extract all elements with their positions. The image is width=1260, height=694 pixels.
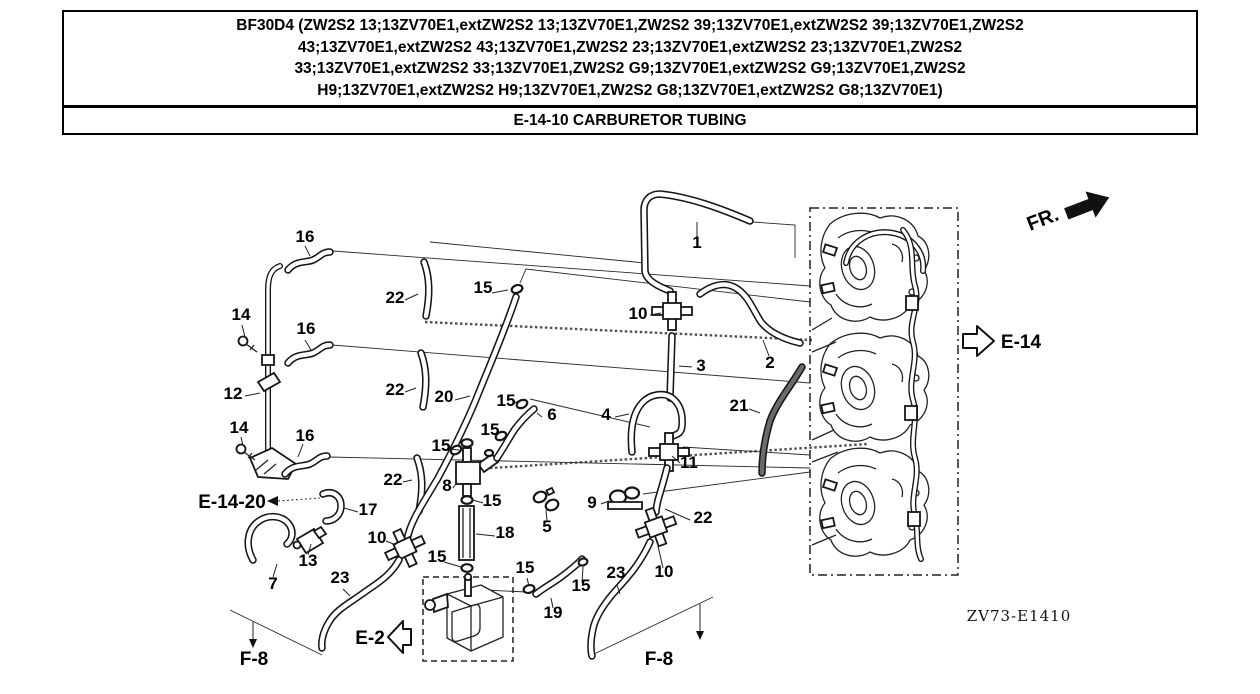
label-tick bbox=[679, 366, 692, 367]
label-tick bbox=[473, 500, 483, 503]
tube-12-assembly bbox=[250, 266, 296, 479]
reference-label-f-8[interactable]: F-8 bbox=[239, 649, 269, 670]
label-tick bbox=[405, 294, 418, 300]
header-line: H9;13ZV70E1,extZW2S2 H9;13ZV70E1,ZW2S2 G8;13ZV70E1,extZW2S2 G8;13ZV70E1) bbox=[317, 81, 943, 99]
tee-joint-10-left bbox=[379, 522, 431, 573]
part-number-label-16: 16 bbox=[295, 426, 315, 445]
part-number-label-18: 18 bbox=[495, 523, 515, 542]
hose-21 bbox=[762, 367, 802, 473]
label-tick bbox=[343, 589, 350, 596]
fr-orientation-arrow bbox=[1024, 184, 1114, 241]
label-tick bbox=[242, 325, 245, 337]
part-number-label-11: 11 bbox=[680, 453, 698, 472]
part-number-label-15: 15 bbox=[427, 547, 447, 566]
tee-joint-10-top bbox=[652, 292, 692, 330]
section-title: E-14-10 CARBURETOR TUBING bbox=[62, 106, 1198, 135]
label-tick bbox=[405, 388, 416, 392]
fuel-pump-assembly bbox=[423, 574, 513, 661]
part-number-label-15: 15 bbox=[473, 278, 493, 297]
reference-label-e-14[interactable]: E-14 bbox=[1000, 332, 1042, 353]
part-number-label-9: 9 bbox=[587, 493, 597, 512]
part-number-label-13: 13 bbox=[298, 551, 318, 570]
reference-label-f-8[interactable]: F-8 bbox=[644, 649, 674, 670]
part-number-label-1: 1 bbox=[692, 233, 702, 252]
part-number-label-12: 12 bbox=[223, 384, 243, 403]
part-number-label-15: 15 bbox=[496, 391, 516, 410]
engine-assembly bbox=[810, 208, 958, 575]
part-number-label-17: 17 bbox=[358, 500, 378, 519]
part-number-label-6: 6 bbox=[547, 405, 557, 424]
label-tick bbox=[537, 413, 542, 417]
part-number-label-15: 15 bbox=[515, 558, 535, 577]
f8-reference-right[interactable] bbox=[592, 597, 713, 655]
part-number-label-22: 22 bbox=[385, 288, 405, 307]
label-tick bbox=[476, 534, 495, 536]
label-tick bbox=[245, 393, 260, 396]
part-number-label-4: 4 bbox=[601, 405, 611, 424]
label-tick bbox=[444, 562, 461, 567]
e1420-arrow[interactable] bbox=[267, 496, 320, 506]
reference-label-e-2[interactable]: E-2 bbox=[355, 628, 385, 649]
label-tick bbox=[749, 409, 760, 413]
e2-arrow[interactable] bbox=[388, 621, 411, 653]
label-tick bbox=[344, 508, 358, 512]
drawing-code: ZV73-E1410 bbox=[966, 607, 1072, 625]
hose-2 bbox=[700, 285, 800, 343]
part-number-label-23: 23 bbox=[330, 568, 350, 587]
part-number-label-3: 3 bbox=[696, 356, 706, 375]
tube-18 bbox=[459, 506, 474, 560]
clip-5 bbox=[532, 488, 560, 512]
bolt-14-lower bbox=[237, 445, 256, 461]
header-line: 43;13ZV70E1,extZW2S2 43;13ZV70E1,ZW2S2 23;13ZV70E1,extZW2S2 23;13ZV70E1,ZW2S2 bbox=[297, 38, 963, 56]
hose-22-right bbox=[656, 468, 667, 512]
part-number-label-10: 10 bbox=[367, 528, 387, 547]
part-number-label-15: 15 bbox=[480, 420, 500, 439]
part-number-label-22: 22 bbox=[383, 470, 403, 489]
part-number-label-20: 20 bbox=[434, 387, 454, 406]
tube-3 bbox=[670, 336, 672, 398]
label-tick bbox=[453, 482, 457, 488]
hose-22-a bbox=[424, 262, 429, 316]
part-number-label-16: 16 bbox=[296, 319, 316, 338]
part-number-label-15: 15 bbox=[431, 436, 451, 455]
label-tick bbox=[455, 396, 470, 400]
label-tick bbox=[403, 480, 412, 482]
fr-label: FR. bbox=[1023, 203, 1062, 236]
hose-16-bottom bbox=[285, 456, 327, 474]
elbow-hose-17 bbox=[323, 493, 341, 521]
label-tick bbox=[298, 444, 303, 457]
part-number-label-22: 22 bbox=[693, 508, 713, 527]
clip-9 bbox=[608, 488, 642, 510]
label-tick bbox=[492, 290, 508, 293]
part-number-label-15: 15 bbox=[571, 576, 591, 595]
part-number-label-22: 22 bbox=[385, 380, 405, 399]
part-number-label-16: 16 bbox=[295, 227, 315, 246]
part-number-label-8: 8 bbox=[442, 476, 452, 495]
label-tick bbox=[305, 246, 310, 256]
bolt-14-upper bbox=[239, 337, 258, 353]
part-number-label-15: 15 bbox=[482, 491, 502, 510]
header-line: 33;13ZV70E1,extZW2S2 33;13ZV70E1,ZW2S2 G9;13ZV70E1,extZW2S2 G9;13ZV70E1,ZW2S2 bbox=[294, 60, 966, 77]
part-number-label-2: 2 bbox=[765, 353, 775, 372]
reference-label-e-14-20[interactable]: E-14-20 bbox=[198, 492, 266, 513]
e14-arrow[interactable] bbox=[963, 326, 994, 356]
hose-7 bbox=[248, 517, 292, 560]
label-tick bbox=[615, 414, 629, 417]
part-number-label-5: 5 bbox=[542, 517, 552, 536]
label-tick bbox=[386, 541, 396, 545]
hose-22-b bbox=[421, 353, 426, 407]
hose-16-middle bbox=[288, 345, 330, 363]
tee-8-assembly bbox=[456, 448, 498, 496]
part-number-label-10: 10 bbox=[628, 304, 648, 323]
label-ticks bbox=[241, 222, 769, 608]
header-line: BF30D4 (ZW2S2 13;13ZV70E1,extZW2S2 13;13ZV70E1,ZW2S2 39;13ZV70E1,extZW2S2 39;13ZV70E1,ZW2S2 bbox=[236, 17, 1024, 34]
hose-23-right bbox=[591, 542, 650, 656]
part-number-label-23: 23 bbox=[606, 563, 626, 582]
part-number-label-14: 14 bbox=[229, 418, 249, 437]
label-tick bbox=[305, 340, 311, 350]
part-number-label-21: 21 bbox=[729, 396, 749, 415]
part-number-label-10: 10 bbox=[654, 562, 674, 581]
part-number-label-7: 7 bbox=[268, 574, 278, 593]
part-number-label-19: 19 bbox=[543, 603, 563, 622]
part-number-label-14: 14 bbox=[231, 305, 251, 324]
